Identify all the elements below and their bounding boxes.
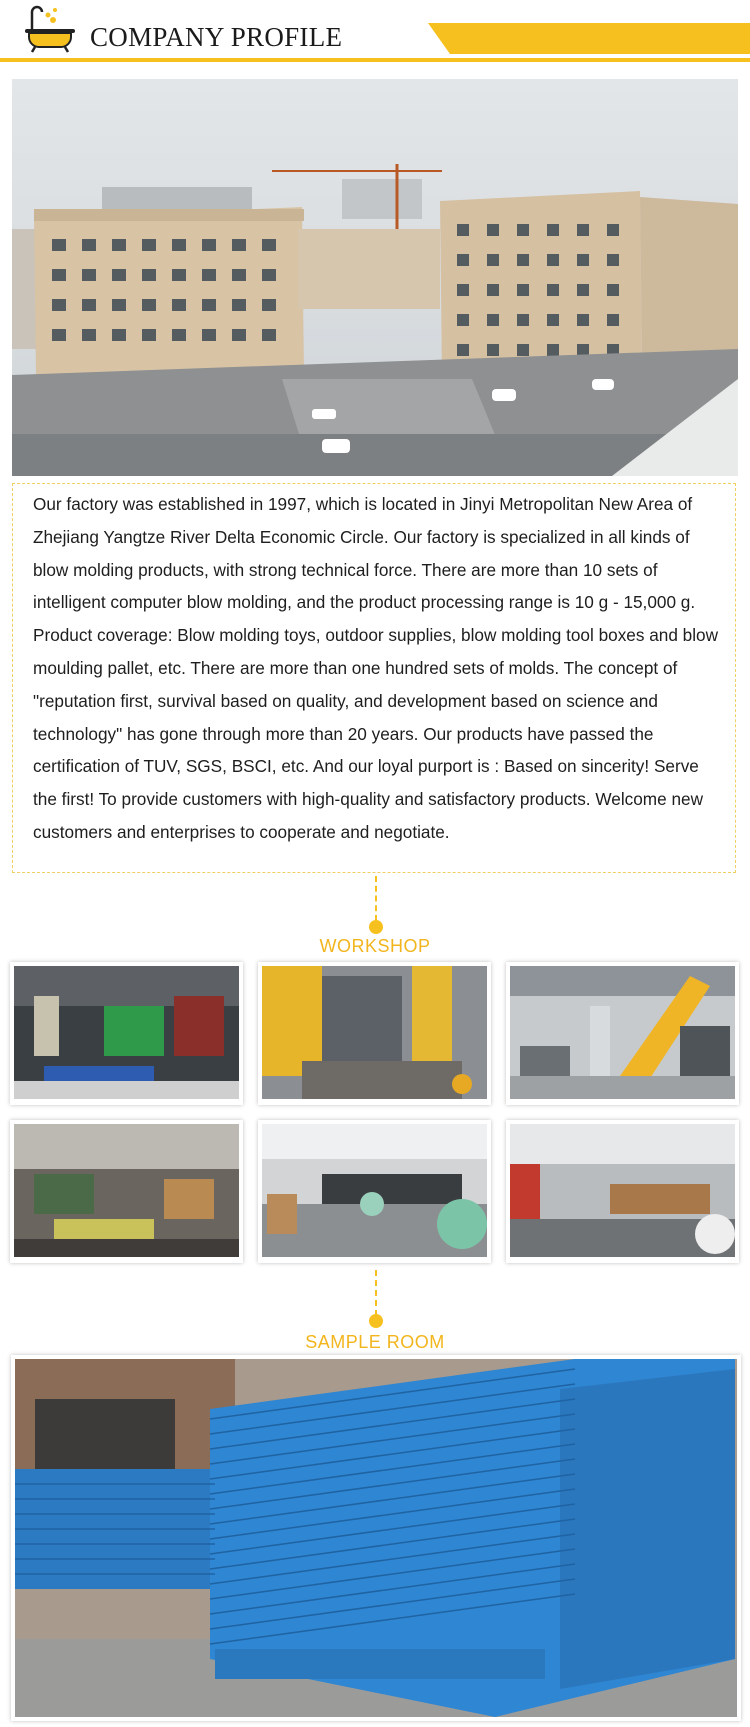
page-header xyxy=(0,0,750,62)
company-description-box xyxy=(12,483,736,873)
company-description: Our factory was established in 1997, which is located in Jinyi Metropolitan New Area of Zhejiang Yangtze River Delta Economic Circle. Our factory is specialized in all kinds of blow molding products, with strong technical force. There are more than 10 sets of intelligent computer blow molding, and the product processing range is 10 g - 15,000 g. Product coverage: Blow molding toys, outdoor supplies, blow molding tool boxes and blow moulding pallet, etc. There are more than one hundred sets of molds. The concept of "reputation first, survival based on quality, and development based on science and technology" has gone through more than 20 years. Our products have passed the certification of TUV, SGS, BSCI, etc. And our loyal purport is : Based on sincerity! Serve the first! To provide customers with high-quality and satisfactory products. Welcome new customers and enterprises to cooperate and negotiate. xyxy=(33,494,719,842)
workshop-photo-frame xyxy=(506,1120,739,1263)
workshop-production-line-photo xyxy=(510,966,735,1099)
workshop-machines-photo xyxy=(14,966,239,1099)
section-connector-dot xyxy=(369,1314,383,1328)
sample-room-title: SAMPLE ROOM xyxy=(305,1332,445,1352)
section-connector-line xyxy=(375,876,377,921)
section-connector-line xyxy=(375,1270,377,1316)
page-title: COMPANY PROFILE xyxy=(90,22,343,52)
workshop-photo-frame xyxy=(506,962,739,1105)
section-connector-dot xyxy=(369,920,383,934)
workshop-photo-frame xyxy=(10,962,243,1105)
workshop-title: WORKSHOP xyxy=(319,936,431,956)
workshop-control-cabinets-photo xyxy=(262,966,487,1099)
workshop-photo-frame xyxy=(10,1120,243,1263)
workshop-packing-area-photo xyxy=(14,1124,239,1257)
warehouse-products-photo xyxy=(262,1124,487,1257)
workshop-photo-frame xyxy=(258,962,491,1105)
stacked-blue-pallets-photo xyxy=(15,1359,737,1717)
sample-room-photo-frame xyxy=(11,1355,741,1721)
header-accent-band xyxy=(428,23,750,54)
warehouse-storage-photo xyxy=(510,1124,735,1257)
workshop-photo-frame xyxy=(258,1120,491,1263)
factory-buildings-photo xyxy=(12,79,738,476)
header-underline xyxy=(0,58,750,62)
bathtub-icon xyxy=(22,4,80,54)
